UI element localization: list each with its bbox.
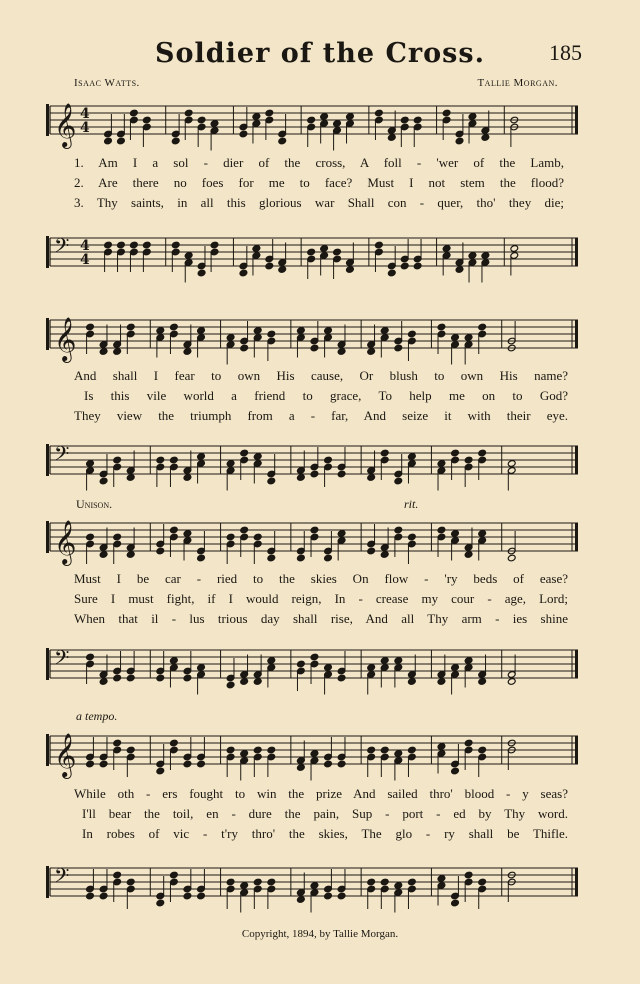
note-head	[337, 470, 346, 478]
note-head	[478, 323, 487, 331]
copyright-notice: Copyright, 1894, by Tallie Morgan.	[241, 928, 399, 940]
note-head	[117, 137, 126, 145]
ritardando-marking: rit.	[404, 497, 419, 511]
treble-clef-icon: 𝄞	[54, 520, 77, 564]
note-head	[387, 134, 396, 142]
system-bracket	[46, 866, 49, 898]
note-head	[297, 764, 306, 772]
lyric-line: While oth - ers fought to win the prize And sailed thro' blood - y seas?	[74, 786, 568, 801]
system-bracket	[46, 444, 49, 476]
note-head	[197, 269, 206, 277]
note-head	[253, 746, 262, 754]
note-head	[337, 760, 346, 768]
note-head	[481, 134, 490, 142]
note-head	[197, 664, 206, 672]
lyric-line: When that il - lus trious day shall rise, And all Thy arm - ies shine	[74, 611, 568, 626]
note-head	[170, 739, 179, 747]
note-head	[380, 746, 389, 754]
note-head	[310, 653, 319, 661]
note-head	[240, 750, 249, 758]
note-head	[464, 334, 473, 342]
note-head	[464, 551, 473, 559]
note-head	[394, 477, 403, 485]
note-head	[478, 449, 487, 457]
note-head	[183, 530, 192, 538]
note-head	[324, 664, 333, 672]
note-head	[99, 348, 108, 356]
note-head	[267, 746, 276, 754]
note-head	[240, 882, 249, 890]
note-head	[226, 746, 235, 754]
note-head	[451, 664, 460, 672]
note-head	[278, 137, 287, 145]
lyric-line: In robes of vic - t'ry thro' the skies, The glo - ry shall be Thifle.	[82, 826, 568, 841]
note-head	[507, 678, 516, 686]
lyric-line: Sure I must fight, if I would reign, In - crease my cour - age, Lord;	[74, 591, 568, 606]
note-head	[400, 116, 409, 124]
note-head	[380, 327, 389, 335]
note-head	[333, 248, 342, 256]
note-head	[267, 330, 276, 338]
system-bracket	[46, 236, 49, 268]
note-head	[197, 453, 206, 461]
note-head	[239, 130, 248, 138]
note-head	[367, 547, 376, 555]
note-head	[437, 743, 446, 751]
note-head	[324, 554, 333, 562]
note-head	[265, 262, 274, 270]
note-head	[337, 674, 346, 682]
note-head	[297, 554, 306, 562]
note-head	[442, 245, 451, 253]
note-head	[113, 533, 122, 541]
note-head	[197, 554, 206, 562]
note-head	[126, 551, 135, 559]
a-tempo-marking: a tempo.	[76, 709, 118, 723]
time-signature: 4	[80, 105, 90, 122]
note-head	[507, 554, 516, 562]
note-head	[324, 760, 333, 768]
note-head	[113, 739, 122, 747]
note-head	[468, 113, 477, 121]
note-head	[481, 252, 490, 260]
note-head	[310, 470, 319, 478]
note-head	[468, 252, 477, 260]
treble-staff	[0, 728, 640, 778]
note-head	[464, 456, 473, 464]
note-head	[478, 878, 487, 886]
note-head	[451, 449, 460, 457]
page-number: 185	[549, 40, 582, 65]
note-head	[130, 241, 139, 249]
system-bracket	[46, 734, 49, 766]
bass-clef-icon: 𝄢	[54, 864, 70, 892]
note-head	[297, 660, 306, 668]
treble-staff	[0, 515, 640, 565]
note-head	[226, 460, 235, 468]
note-head	[324, 456, 333, 464]
note-head	[442, 109, 451, 117]
note-head	[170, 871, 179, 879]
note-head	[142, 241, 151, 249]
note-head	[333, 120, 342, 128]
composer-credit: Tallie Morgan.	[477, 77, 558, 89]
note-head	[451, 530, 460, 538]
note-head	[197, 760, 206, 768]
note-head	[156, 547, 165, 555]
bass-clef-icon: 𝄢	[54, 646, 70, 674]
time-signature: 4	[80, 119, 90, 136]
final-bar-line	[575, 523, 578, 551]
note-head	[367, 664, 376, 672]
lyric-line: They view the triumph from a - far, And seize it with their eye.	[74, 408, 568, 423]
note-head	[130, 109, 139, 117]
note-head	[478, 746, 487, 754]
note-head	[142, 116, 151, 124]
note-head	[183, 892, 192, 900]
treble-clef-icon: 𝄞	[54, 733, 77, 777]
treble-staff	[0, 312, 640, 362]
final-bar-line	[575, 868, 578, 896]
note-head	[375, 241, 384, 249]
note-head	[156, 674, 165, 682]
note-head	[99, 678, 108, 686]
note-head	[156, 899, 165, 907]
note-head	[394, 526, 403, 534]
note-head	[408, 330, 417, 338]
note-head	[455, 137, 464, 145]
note-head	[367, 746, 376, 754]
lyric-line: And shall I fear to own His cause, Or blush to own His name?	[74, 368, 568, 383]
note-head	[320, 245, 329, 253]
final-bar-line	[575, 106, 578, 134]
note-head	[478, 678, 487, 686]
note-head	[253, 533, 262, 541]
note-head	[99, 551, 108, 559]
note-head	[451, 767, 460, 775]
note-head	[380, 551, 389, 559]
note-head	[437, 460, 446, 468]
note-head	[267, 477, 276, 485]
note-head	[240, 678, 249, 686]
note-head	[375, 109, 384, 117]
note-head	[307, 248, 316, 256]
note-head	[265, 109, 274, 117]
lyric-line: 1. Am I a sol - dier of the cross, A foll - 'wer of the Lamb,	[74, 155, 564, 170]
note-head	[126, 323, 135, 331]
note-head	[320, 113, 329, 121]
note-head	[253, 453, 262, 461]
note-head	[380, 657, 389, 665]
note-head	[380, 878, 389, 886]
note-head	[337, 530, 346, 538]
treble-clef-icon: 𝄞	[54, 317, 77, 361]
final-bar-line	[575, 320, 578, 348]
note-head	[413, 262, 422, 270]
note-head	[346, 266, 355, 274]
note-head	[394, 750, 403, 758]
note-head	[183, 674, 192, 682]
note-head	[240, 344, 249, 352]
system-bracket	[46, 318, 49, 350]
note-head	[183, 348, 192, 356]
note-head	[408, 746, 417, 754]
note-head	[239, 269, 248, 277]
note-head	[346, 113, 355, 121]
note-head	[252, 245, 261, 253]
note-head	[380, 449, 389, 457]
note-head	[156, 327, 165, 335]
note-head	[437, 323, 446, 331]
note-head	[297, 327, 306, 335]
note-head	[408, 878, 417, 886]
note-head	[253, 327, 262, 335]
note-head	[156, 456, 165, 464]
note-head	[464, 739, 473, 747]
note-head	[86, 892, 95, 900]
note-head	[253, 878, 262, 886]
note-head	[387, 269, 396, 277]
note-head	[171, 241, 180, 249]
note-head	[113, 674, 122, 682]
note-head	[99, 760, 108, 768]
note-head	[86, 323, 95, 331]
note-head	[210, 241, 219, 249]
note-head	[394, 657, 403, 665]
note-head	[451, 334, 460, 342]
note-head	[126, 474, 135, 482]
note-head	[413, 116, 422, 124]
note-head	[510, 245, 519, 253]
note-head	[252, 113, 261, 121]
note-head	[184, 109, 193, 117]
note-head	[455, 266, 464, 274]
note-head	[297, 896, 306, 904]
note-head	[86, 653, 95, 661]
note-head	[226, 533, 235, 541]
note-head	[437, 875, 446, 883]
note-head	[197, 116, 206, 124]
note-head	[337, 892, 346, 900]
note-head	[86, 460, 95, 468]
note-head	[310, 882, 319, 890]
time-signature: 4	[80, 251, 90, 268]
lyric-line: I'll bear the toil, en - dure the pain, Sup - port - ed by Thy word.	[82, 806, 568, 821]
note-head	[104, 137, 113, 145]
lyric-line: Is this vile world a friend to grace, To help me on to God?	[84, 388, 568, 403]
note-head	[267, 554, 276, 562]
note-head	[104, 241, 113, 249]
note-head	[394, 344, 403, 352]
bass-clef-icon: 𝄢	[54, 442, 70, 470]
note-head	[170, 657, 179, 665]
note-head	[324, 327, 333, 335]
note-head	[451, 899, 460, 907]
note-head	[278, 266, 287, 274]
lyric-line: 3. Thy saints, in all this glorious war Shall con - quer, tho' they die;	[74, 195, 564, 210]
note-head	[297, 474, 306, 482]
note-head	[310, 526, 319, 534]
hymn-title: Soldier of the Cross.	[155, 38, 485, 69]
note-head	[240, 449, 249, 457]
lyric-line: Must I be car - ried to the skies On flow - 'ry beds of ease?	[74, 571, 568, 586]
bass-staff	[0, 642, 640, 692]
treble-staff	[0, 98, 640, 148]
note-head	[99, 892, 108, 900]
note-head	[324, 892, 333, 900]
note-head	[170, 323, 179, 331]
lyric-line: 2. Are there no foes for me to face? Must I not stem the flood?	[74, 175, 564, 190]
note-head	[464, 657, 473, 665]
note-head	[267, 657, 276, 665]
note-head	[113, 871, 122, 879]
note-head	[226, 681, 235, 689]
system-bracket	[46, 648, 49, 680]
note-head	[86, 760, 95, 768]
note-head	[253, 678, 262, 686]
bass-clef-icon: 𝄢	[54, 234, 70, 262]
note-head	[400, 262, 409, 270]
note-head	[478, 530, 487, 538]
note-head	[171, 137, 180, 145]
note-head	[307, 116, 316, 124]
note-head	[99, 477, 108, 485]
note-head	[310, 344, 319, 352]
note-head	[183, 474, 192, 482]
note-head	[184, 252, 193, 260]
final-bar-line	[575, 736, 578, 764]
unison-marking: Unison.	[76, 497, 113, 511]
note-head	[86, 533, 95, 541]
note-head	[437, 526, 446, 534]
final-bar-line	[575, 446, 578, 474]
note-head	[226, 334, 235, 342]
note-head	[367, 878, 376, 886]
note-head	[408, 678, 417, 686]
note-head	[156, 767, 165, 775]
bass-staff	[0, 230, 640, 280]
note-head	[367, 348, 376, 356]
note-head	[408, 533, 417, 541]
note-head	[197, 327, 206, 335]
note-head	[170, 456, 179, 464]
note-head	[337, 348, 346, 356]
note-head	[507, 460, 516, 468]
note-head	[113, 456, 122, 464]
final-bar-line	[575, 238, 578, 266]
note-head	[183, 760, 192, 768]
system-bracket	[46, 521, 49, 553]
bass-staff	[0, 860, 640, 910]
note-head	[408, 453, 417, 461]
note-head	[197, 892, 206, 900]
note-head	[267, 878, 276, 886]
note-head	[310, 750, 319, 758]
note-head	[437, 678, 446, 686]
note-head	[394, 882, 403, 890]
time-signature: 4	[80, 237, 90, 254]
note-head	[126, 746, 135, 754]
note-head	[113, 348, 122, 356]
note-head	[367, 474, 376, 482]
system-bracket	[46, 104, 49, 136]
note-head	[226, 878, 235, 886]
treble-clef-icon: 𝄞	[54, 103, 77, 147]
note-head	[126, 674, 135, 682]
bass-staff	[0, 438, 640, 488]
author-credit: Isaac Watts.	[74, 77, 140, 89]
note-head	[464, 871, 473, 879]
note-head	[210, 120, 219, 128]
note-head	[240, 526, 249, 534]
note-head	[126, 878, 135, 886]
final-bar-line	[575, 650, 578, 678]
note-head	[170, 526, 179, 534]
note-head	[117, 241, 126, 249]
